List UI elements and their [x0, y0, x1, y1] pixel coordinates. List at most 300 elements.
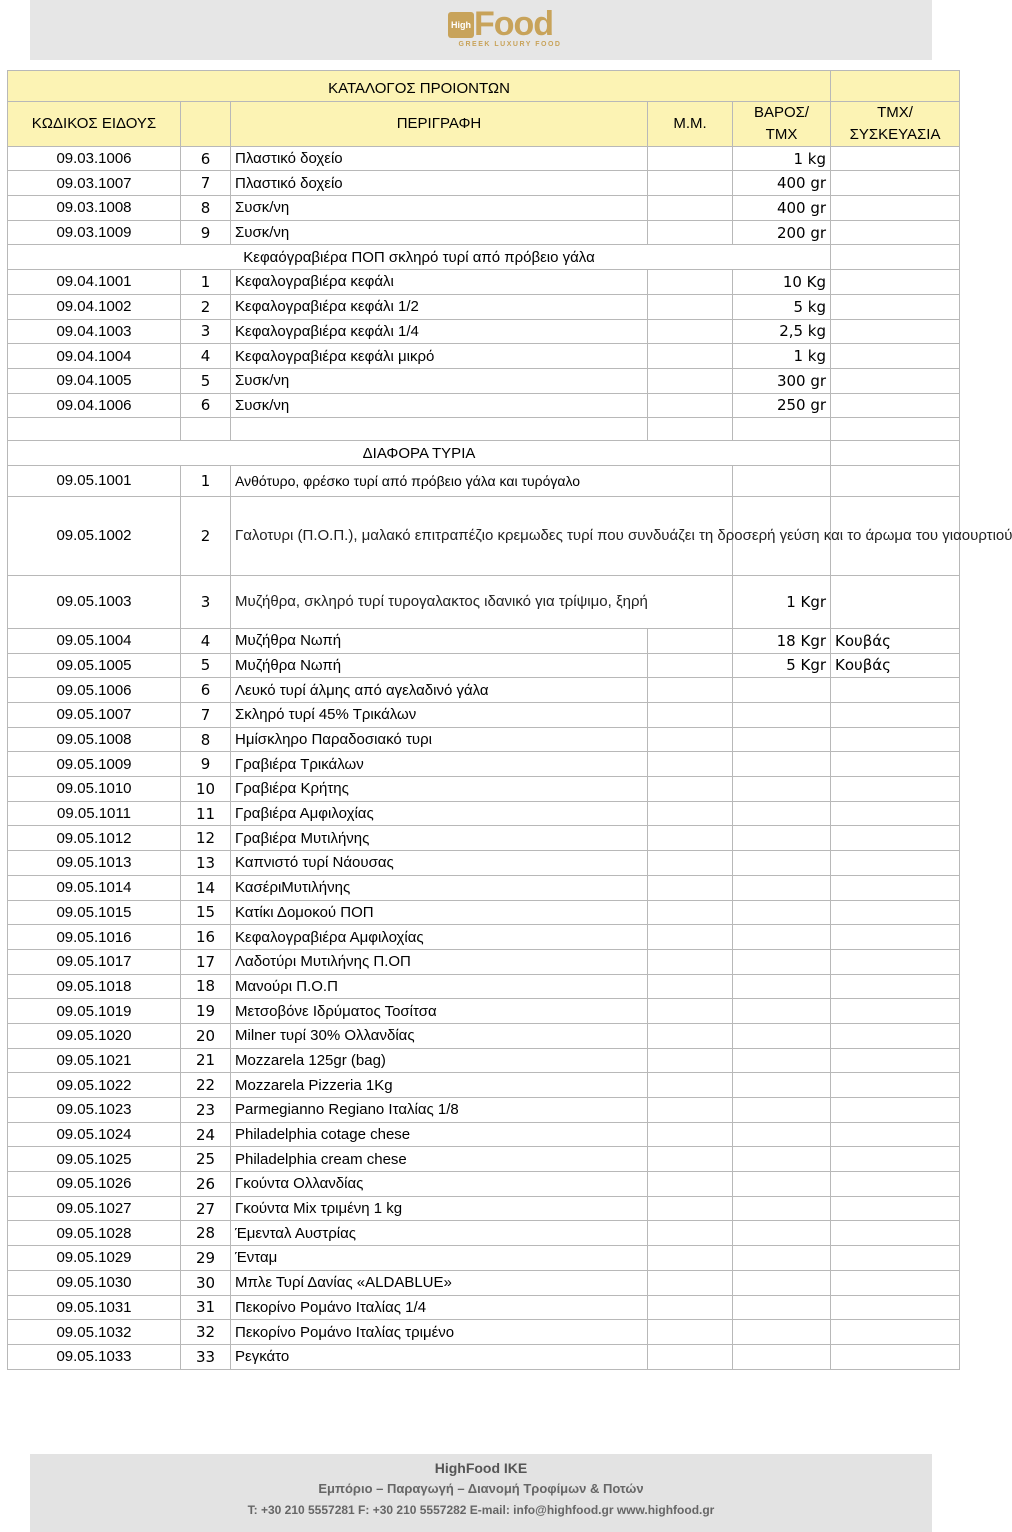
product-number: 16 [181, 925, 231, 950]
table-row [8, 171, 960, 196]
product-weight [733, 678, 831, 703]
product-weight [733, 1098, 831, 1123]
product-weight [733, 1073, 831, 1098]
product-code: 09.05.1002 [8, 496, 181, 575]
product-weight [733, 1048, 831, 1073]
product-code: 09.05.1012 [8, 826, 181, 851]
product-weight [733, 727, 831, 752]
table-row [8, 1270, 960, 1295]
product-number: 31 [181, 1295, 231, 1320]
product-description: Πλαστικό δοχείο [231, 171, 648, 196]
table-row [8, 393, 960, 418]
product-unit [648, 1221, 733, 1246]
product-weight [733, 851, 831, 876]
product-unit [648, 703, 733, 728]
product-pack [831, 826, 960, 851]
product-description: Γραβιέρα Αμφιλοχίας [231, 801, 648, 826]
table-row [8, 974, 960, 999]
product-weight [733, 1295, 831, 1320]
product-weight [733, 925, 831, 950]
product-description: Συσκ/νη [231, 196, 648, 221]
brand-logo [448, 5, 572, 52]
header-weight [733, 101, 831, 146]
product-unit [648, 826, 733, 851]
product-code: 09.05.1017 [8, 949, 181, 974]
product-unit [648, 777, 733, 802]
product-number: 32 [181, 1320, 231, 1345]
product-unit [648, 171, 733, 196]
product-weight [733, 949, 831, 974]
table-row [8, 270, 960, 295]
product-code: 09.04.1005 [8, 368, 181, 393]
product-description: Mozzarela Pizzeria 1Kg [231, 1073, 648, 1098]
table-row [8, 368, 960, 393]
product-pack: Κουβάς [831, 653, 960, 678]
product-description: Πλαστικό δοχείο [231, 146, 648, 171]
product-unit [648, 900, 733, 925]
product-code: 09.05.1031 [8, 1295, 181, 1320]
product-code: 09.05.1026 [8, 1172, 181, 1197]
table-row [8, 1122, 960, 1147]
product-description: Συσκ/νη [231, 393, 648, 418]
product-code: 09.04.1003 [8, 319, 181, 344]
table-row [8, 1320, 960, 1345]
product-number: 1 [181, 270, 231, 295]
product-number: 9 [181, 220, 231, 245]
footer-company: HighFood ΙΚΕ [434, 1460, 528, 1476]
product-unit [648, 1270, 733, 1295]
product-code: 09.03.1006 [8, 146, 181, 171]
product-weight: 10 Kg [733, 270, 831, 295]
product-number: 4 [181, 344, 231, 369]
table-row [8, 1098, 960, 1123]
logo-badge: High [448, 12, 474, 38]
header-unit: Μ.Μ. [648, 101, 733, 146]
product-pack [831, 777, 960, 802]
product-description: Γραβιέρα Μυτιλήνης [231, 826, 648, 851]
product-weight [733, 1320, 831, 1345]
section-pack-cell [831, 441, 960, 466]
product-pack [831, 949, 960, 974]
product-description: Καπνιστό τυρί Νάουσας [231, 851, 648, 876]
product-code: 09.05.1019 [8, 999, 181, 1024]
product-unit [648, 801, 733, 826]
product-unit [648, 368, 733, 393]
product-weight [733, 1344, 831, 1369]
product-number: 7 [181, 703, 231, 728]
product-pack [831, 1023, 960, 1048]
table-row [8, 999, 960, 1024]
product-description: Συσκ/νη [231, 220, 648, 245]
product-description: Ανθότυρο, φρέσκο τυρί από πρόβειο γάλα και τυρόγαλο [231, 465, 733, 496]
product-unit [648, 727, 733, 752]
product-description: Ένταμ [231, 1246, 648, 1271]
product-unit [648, 1147, 733, 1172]
product-unit [648, 628, 733, 653]
column-header-row [8, 101, 960, 146]
table-row [8, 575, 960, 628]
table-row [8, 703, 960, 728]
product-code: 09.05.1022 [8, 1073, 181, 1098]
product-number: 7 [181, 171, 231, 196]
product-unit [648, 1023, 733, 1048]
product-unit [648, 1246, 733, 1271]
product-code: 09.05.1033 [8, 1344, 181, 1369]
product-unit [648, 220, 733, 245]
table-row [8, 949, 960, 974]
footer-band [30, 1454, 932, 1532]
table-row [8, 925, 960, 950]
product-pack [831, 801, 960, 826]
product-code: 09.05.1025 [8, 1147, 181, 1172]
product-pack [831, 925, 960, 950]
product-number: 5 [181, 653, 231, 678]
section-diafora-row [8, 441, 960, 466]
product-pack [831, 465, 960, 496]
product-pack [831, 1098, 960, 1123]
product-description: Σκληρό τυρί 45% Τρικάλων [231, 703, 648, 728]
product-code: 09.05.1009 [8, 752, 181, 777]
product-unit [648, 294, 733, 319]
product-number: 25 [181, 1147, 231, 1172]
product-code: 09.05.1030 [8, 1270, 181, 1295]
catalog-title: ΚΑΤΑΛΟΓΟΣ ΠΡΟΙΟΝΤΩΝ [8, 71, 831, 102]
product-weight [733, 801, 831, 826]
product-unit [648, 678, 733, 703]
product-unit [648, 1098, 733, 1123]
product-unit [648, 1320, 733, 1345]
product-code: 09.05.1007 [8, 703, 181, 728]
product-code: 09.05.1003 [8, 575, 181, 628]
product-code: 09.05.1029 [8, 1246, 181, 1271]
product-pack [831, 294, 960, 319]
table-row [8, 1172, 960, 1197]
product-unit [648, 1344, 733, 1369]
product-code: 09.03.1009 [8, 220, 181, 245]
product-pack [831, 220, 960, 245]
product-pack [831, 1073, 960, 1098]
product-number: 9 [181, 752, 231, 777]
product-number: 17 [181, 949, 231, 974]
product-description: Κεφαλογραβιέρα κεφάλι 1/2 [231, 294, 648, 319]
product-weight [733, 1172, 831, 1197]
product-pack [831, 1048, 960, 1073]
product-catalog-table [7, 70, 1012, 1370]
table-row [8, 1048, 960, 1073]
product-weight [733, 1270, 831, 1295]
product-description: Πεκορίνο Ρομάνο Ιταλίας τριμένο [231, 1320, 648, 1345]
product-weight: 400 gr [733, 171, 831, 196]
product-pack [831, 1270, 960, 1295]
product-weight: 5 kg [733, 294, 831, 319]
table-row [8, 1196, 960, 1221]
product-pack [831, 752, 960, 777]
product-weight: 5 Kgr [733, 653, 831, 678]
product-weight: 2,5 kg [733, 319, 831, 344]
blank-cell [181, 418, 231, 441]
product-pack [831, 146, 960, 171]
header-pack-line2: ΣΥΣΚΕΥΑΣΙΑ [849, 125, 941, 143]
product-pack [831, 1147, 960, 1172]
product-weight: 1 kg [733, 344, 831, 369]
table-row [8, 1073, 960, 1098]
title-row [8, 71, 960, 102]
product-number: 14 [181, 875, 231, 900]
table-row [8, 220, 960, 245]
product-pack [831, 1344, 960, 1369]
product-description: Μετσοβόνε Ιδρύματος Τοσίτσα [231, 999, 648, 1024]
product-weight [733, 1023, 831, 1048]
product-description: Ημίσκληρο Παραδοσιακό τυρι [231, 727, 648, 752]
product-code: 09.05.1018 [8, 974, 181, 999]
product-pack [831, 1246, 960, 1271]
product-description: Κατίκι Δομοκού ΠΟΠ [231, 900, 648, 925]
product-number: 18 [181, 974, 231, 999]
product-description: Κεφαλογραβιέρα κεφάλι 1/4 [231, 319, 648, 344]
product-code: 09.05.1032 [8, 1320, 181, 1345]
product-number: 6 [181, 393, 231, 418]
table-row [8, 727, 960, 752]
product-description: Συσκ/νη [231, 368, 648, 393]
table-row [8, 900, 960, 925]
logo-word: Food [474, 5, 554, 43]
product-code: 09.05.1021 [8, 1048, 181, 1073]
product-code: 09.05.1027 [8, 1196, 181, 1221]
table-row [8, 1246, 960, 1271]
product-pack [831, 703, 960, 728]
product-weight: 18 Kgr [733, 628, 831, 653]
product-description: Μυζήθρα Νωπή [231, 628, 648, 653]
product-number: 3 [181, 575, 231, 628]
table-row [8, 1147, 960, 1172]
product-code: 09.05.1016 [8, 925, 181, 950]
table-row [8, 826, 960, 851]
product-weight [733, 1246, 831, 1271]
product-description: ΚασέριΜυτιλήνης [231, 875, 648, 900]
product-pack: Κουβάς [831, 628, 960, 653]
footer-tagline: Εμπόριο – Παραγωγή – Διανομή Τροφίμων & Ποτών [318, 1481, 644, 1496]
product-weight: 400 gr [733, 196, 831, 221]
blank-cell [648, 418, 733, 441]
product-code: 09.04.1002 [8, 294, 181, 319]
product-unit [648, 196, 733, 221]
product-number: 11 [181, 801, 231, 826]
product-weight [733, 777, 831, 802]
product-number: 6 [181, 678, 231, 703]
header-weight-line2: ΤΜΧ [765, 125, 798, 143]
product-number: 23 [181, 1098, 231, 1123]
table-row [8, 851, 960, 876]
product-code: 09.05.1013 [8, 851, 181, 876]
header-weight-line1: ΒΑΡΟΣ/ [753, 103, 810, 121]
product-unit [648, 851, 733, 876]
product-weight [733, 900, 831, 925]
product-description: Γκούντα Mix τριμένη 1 kg [231, 1196, 648, 1221]
product-description: Γραβιέρα Τρικάλων [231, 752, 648, 777]
product-pack [831, 851, 960, 876]
product-pack [831, 393, 960, 418]
product-description: Κεφαλογραβιέρα Αμφιλοχίας [231, 925, 648, 950]
table-row [8, 196, 960, 221]
product-code: 09.05.1020 [8, 1023, 181, 1048]
product-description: Μυζήθρα, σκληρό τυρί τυρογαλακτος ιδανικό για τρίψιμο, ξηρή [231, 575, 733, 628]
product-pack [831, 575, 960, 628]
product-pack [831, 974, 960, 999]
product-unit [648, 974, 733, 999]
product-number: 28 [181, 1221, 231, 1246]
product-description: Γραβιέρα Κρήτης [231, 777, 648, 802]
product-description: Γκούντα Ολλανδίας [231, 1172, 648, 1197]
product-unit [648, 1295, 733, 1320]
product-code: 09.04.1006 [8, 393, 181, 418]
product-description: Milner τυρί 30% Ολλανδίας [231, 1023, 648, 1048]
product-code: 09.05.1011 [8, 801, 181, 826]
product-unit [648, 319, 733, 344]
product-weight: 300 gr [733, 368, 831, 393]
product-code: 09.05.1023 [8, 1098, 181, 1123]
product-description: Γαλοτυρι (Π.Ο.Π.), μαλακό επιτραπέζιο κρεμωδες τυρί που συνδυάζει τη δροσερή γεύση και το άρωμα του γιαουρτιού [231, 496, 733, 575]
product-unit [648, 146, 733, 171]
product-number: 19 [181, 999, 231, 1024]
product-number: 2 [181, 294, 231, 319]
product-number: 20 [181, 1023, 231, 1048]
footer-contacts: T: +30 210 5557281 F: +30 210 5557282 E-mail: info@highfood.gr www.highfood.gr [247, 1503, 715, 1517]
product-number: 5 [181, 368, 231, 393]
product-code: 09.05.1008 [8, 727, 181, 752]
table-row [8, 678, 960, 703]
product-unit [648, 875, 733, 900]
table-row [8, 1295, 960, 1320]
product-description: Μπλε Τυρί Δανίας «ALDABLUE» [231, 1270, 648, 1295]
header-code: ΚΩΔΙΚΟΣ ΕΙΔΟΥΣ [8, 101, 181, 146]
product-unit [648, 653, 733, 678]
product-pack [831, 171, 960, 196]
product-weight [733, 465, 831, 496]
product-unit [648, 270, 733, 295]
table-row [8, 1023, 960, 1048]
product-pack [831, 875, 960, 900]
product-pack [831, 1196, 960, 1221]
product-description: Philadelphia cream chese [231, 1147, 648, 1172]
product-unit [648, 752, 733, 777]
product-unit [648, 1122, 733, 1147]
product-pack [831, 999, 960, 1024]
product-code: 09.04.1001 [8, 270, 181, 295]
product-weight [733, 974, 831, 999]
product-pack [831, 1172, 960, 1197]
table-row [8, 294, 960, 319]
header-pack-line1: ΤΜΧ/ [877, 103, 913, 121]
product-weight: 250 gr [733, 393, 831, 418]
product-description: Πεκορίνο Ρομάνο Ιταλίας 1/4 [231, 1295, 648, 1320]
table-row [8, 752, 960, 777]
product-unit [648, 925, 733, 950]
section-kefalograviera-row [8, 245, 960, 270]
product-number: 24 [181, 1122, 231, 1147]
blank-cell [733, 418, 831, 441]
product-pack [831, 1320, 960, 1345]
product-code: 09.03.1007 [8, 171, 181, 196]
product-number: 33 [181, 1344, 231, 1369]
table-row [8, 653, 960, 678]
product-weight [733, 1122, 831, 1147]
section-kefalograviera: Κεφαόγραβιέρα ΠΟΠ σκληρό τυρί από πρόβειο γάλα [8, 245, 831, 270]
product-pack [831, 1122, 960, 1147]
product-description: Parmegianno Regiano Ιταλίας 1/8 [231, 1098, 648, 1123]
table-row [8, 1344, 960, 1369]
product-pack [831, 196, 960, 221]
product-code: 09.05.1004 [8, 628, 181, 653]
logo-subtitle: GREEK LUXURY FOOD [458, 41, 562, 48]
header-pack [831, 101, 960, 146]
table-row [8, 875, 960, 900]
product-code: 09.05.1001 [8, 465, 181, 496]
product-unit [648, 344, 733, 369]
product-weight: 1 kg [733, 146, 831, 171]
product-pack [831, 1295, 960, 1320]
product-number: 1 [181, 465, 231, 496]
product-number: 13 [181, 851, 231, 876]
product-code: 09.05.1010 [8, 777, 181, 802]
product-description: Mozzarela 125gr (bag) [231, 1048, 648, 1073]
product-unit [648, 949, 733, 974]
product-description: Κεφαλογραβιέρα κεφάλι [231, 270, 648, 295]
product-code: 09.05.1006 [8, 678, 181, 703]
product-unit [648, 393, 733, 418]
table-row [8, 146, 960, 171]
table-row [8, 628, 960, 653]
product-description: Λευκό τυρί άλμης από αγελαδινό γάλα [231, 678, 648, 703]
blank-row [8, 418, 960, 441]
table-row [8, 319, 960, 344]
product-pack [831, 319, 960, 344]
product-code: 09.04.1004 [8, 344, 181, 369]
product-number: 15 [181, 900, 231, 925]
product-pack [831, 344, 960, 369]
product-description: Μανούρι Π.Ο.Π [231, 974, 648, 999]
table-row [8, 777, 960, 802]
table-row [8, 344, 960, 369]
product-description: Μυζήθρα Νωπή [231, 653, 648, 678]
product-description: Philadelphia cotage chese [231, 1122, 648, 1147]
product-weight: 1 Kgr [733, 575, 831, 628]
product-weight [733, 1196, 831, 1221]
product-description: Ρεγκάτο [231, 1344, 648, 1369]
product-number: 22 [181, 1073, 231, 1098]
product-unit [648, 1196, 733, 1221]
product-unit [648, 999, 733, 1024]
blank-cell [831, 418, 960, 441]
product-code: 09.05.1015 [8, 900, 181, 925]
product-weight [733, 1221, 831, 1246]
product-number: 12 [181, 826, 231, 851]
product-weight [733, 826, 831, 851]
product-code: 09.05.1028 [8, 1221, 181, 1246]
product-number: 8 [181, 727, 231, 752]
table-row [8, 465, 960, 496]
product-number: 27 [181, 1196, 231, 1221]
product-number: 2 [181, 496, 231, 575]
product-number: 4 [181, 628, 231, 653]
product-number: 8 [181, 196, 231, 221]
header-band [30, 0, 932, 60]
product-description: Λαδοτύρι Μυτιλήνης Π.ΟΠ [231, 949, 648, 974]
product-code: 09.05.1024 [8, 1122, 181, 1147]
product-weight: 200 gr [733, 220, 831, 245]
product-pack [831, 1221, 960, 1246]
blank-cell [231, 418, 648, 441]
product-pack [831, 900, 960, 925]
